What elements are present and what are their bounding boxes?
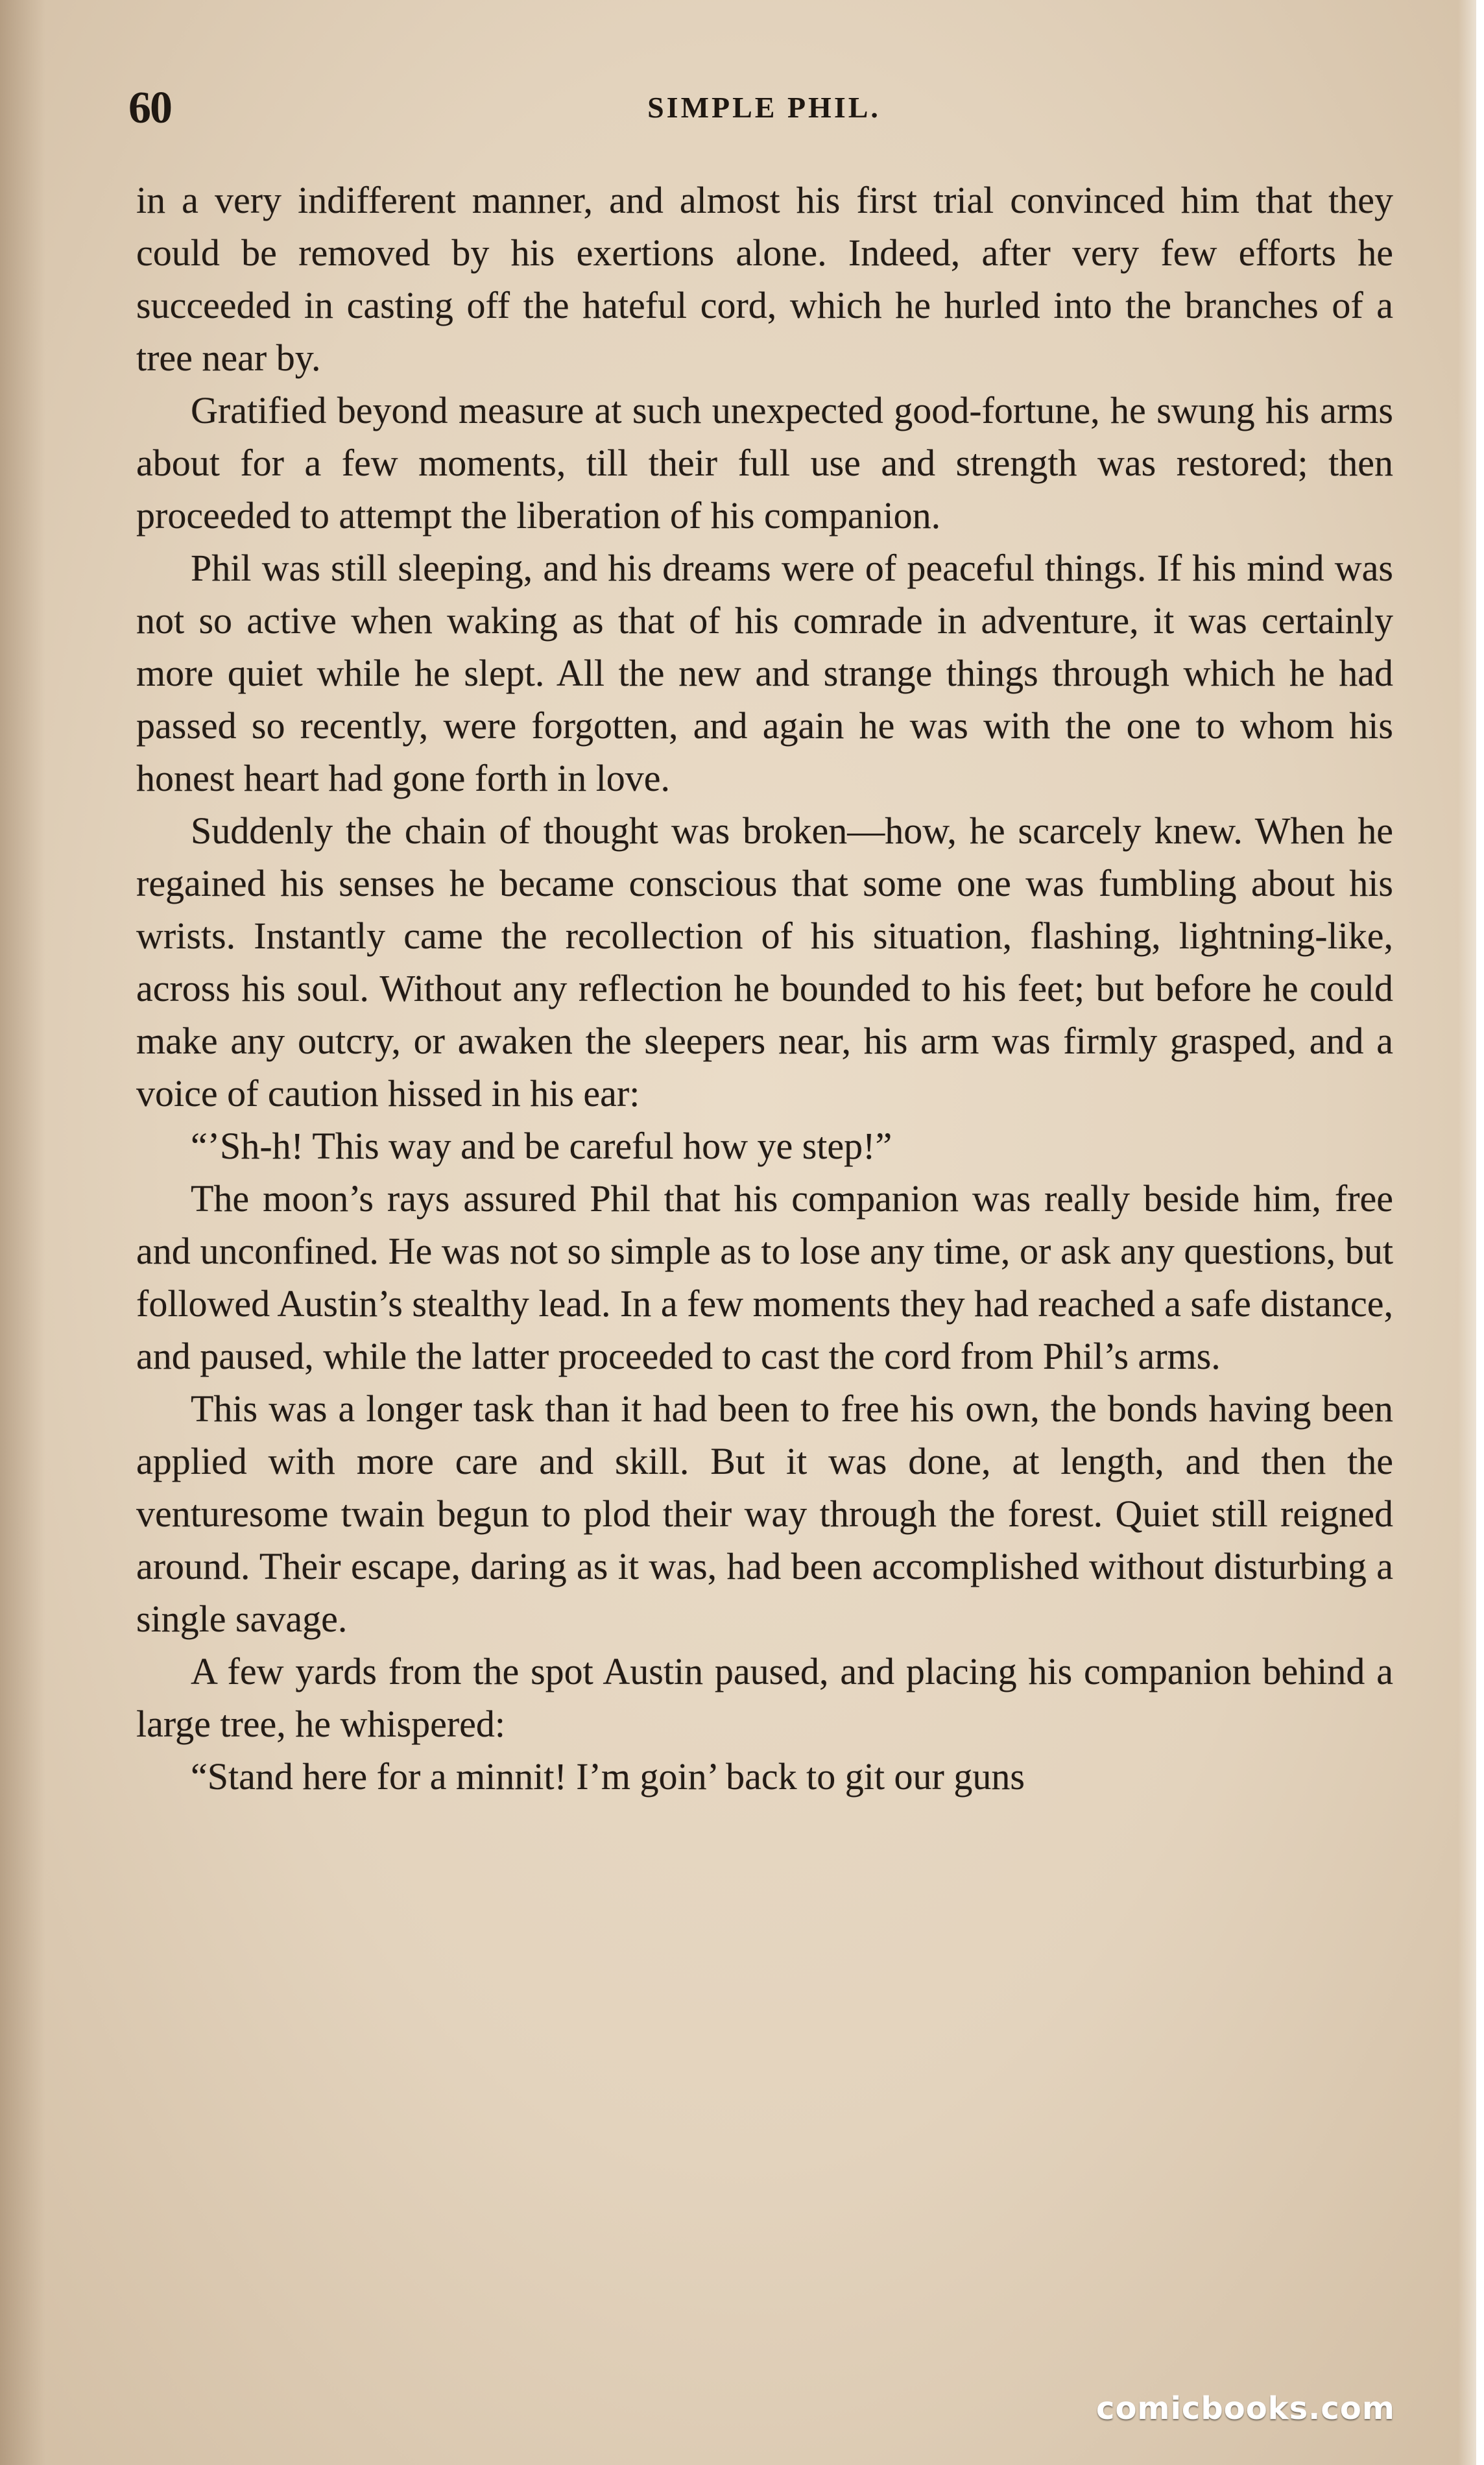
body-text <box>136 174 1393 1803</box>
page-edge <box>1458 0 1484 2465</box>
paragraph-8: A few yards from the spot Austin paused, and placing his companion behind a large tree, he whispered: <box>136 1650 1393 1745</box>
paragraph-4: Suddenly the chain of thought was broken—how, he scarcely knew. When he regained his senses he became conscious that some one was fumbling about his wrists. Instantly came the recollection of his situation, flashing, lightning-like, across his soul. Without any reflection he bounded to his feet; but before he could make any outcry, or awaken the sleepers near, his arm was firmly grasped, and a voice of caution hissed in his ear: <box>136 810 1393 1114</box>
paragraph-3: Phil was still sleeping, and his dreams were of peaceful things. If his mind was not so active when waking as that of his comrade in adventure, it was certainly more quiet while he slept. All the new and strange things through which he had passed so recently, were forgotten, and again he was with the one to whom his honest heart had gone forth in love. <box>136 547 1393 799</box>
gutter-shadow <box>0 0 45 2465</box>
watermark: comicbooks.com <box>1096 2390 1395 2427</box>
page-header <box>128 79 1400 138</box>
paragraph-9: “Stand here for a minnit! I’m goin’ back to git our guns <box>191 1755 1025 1798</box>
paragraph-5: “’Sh-h! This way and be careful how ye step!” <box>191 1125 892 1167</box>
paragraph-7: This was a longer task than it had been to free his own, the bonds having been applied with more care and skill. But it was done, at length, and then the venturesome twain begun to plod their way through the forest. Quiet still reigned around. Their escape, daring as it was, had been accomplished without disturbing a single savage. <box>136 1388 1393 1640</box>
running-head: SIMPLE PHIL. <box>647 91 881 124</box>
paragraph-2: Gratified beyond measure at such unexpected good-fortune, he swung his arms about for a few moments, till their full use and strength was restored; then proceeded to attempt the liberation of his companion. <box>136 389 1393 536</box>
paragraph-1: in a very indifferent manner, and almost his first trial convinced him that they could be removed by his exertions alone. Indeed, after very few efforts he succeeded in casting off the hateful cord, which he hurled into the branches of a tree near by. <box>136 179 1393 379</box>
page-number: 60 <box>128 83 171 133</box>
paragraph-6: The moon’s rays assured Phil that his companion was really beside him, free and unconfined. He was not so simple as to lose any time, or ask any questions, but followed Austin’s stealthy lead. In a few moments they had reached a safe distance, and paused, while the latter proceeded to cast the cord from Phil’s arms. <box>136 1177 1393 1377</box>
